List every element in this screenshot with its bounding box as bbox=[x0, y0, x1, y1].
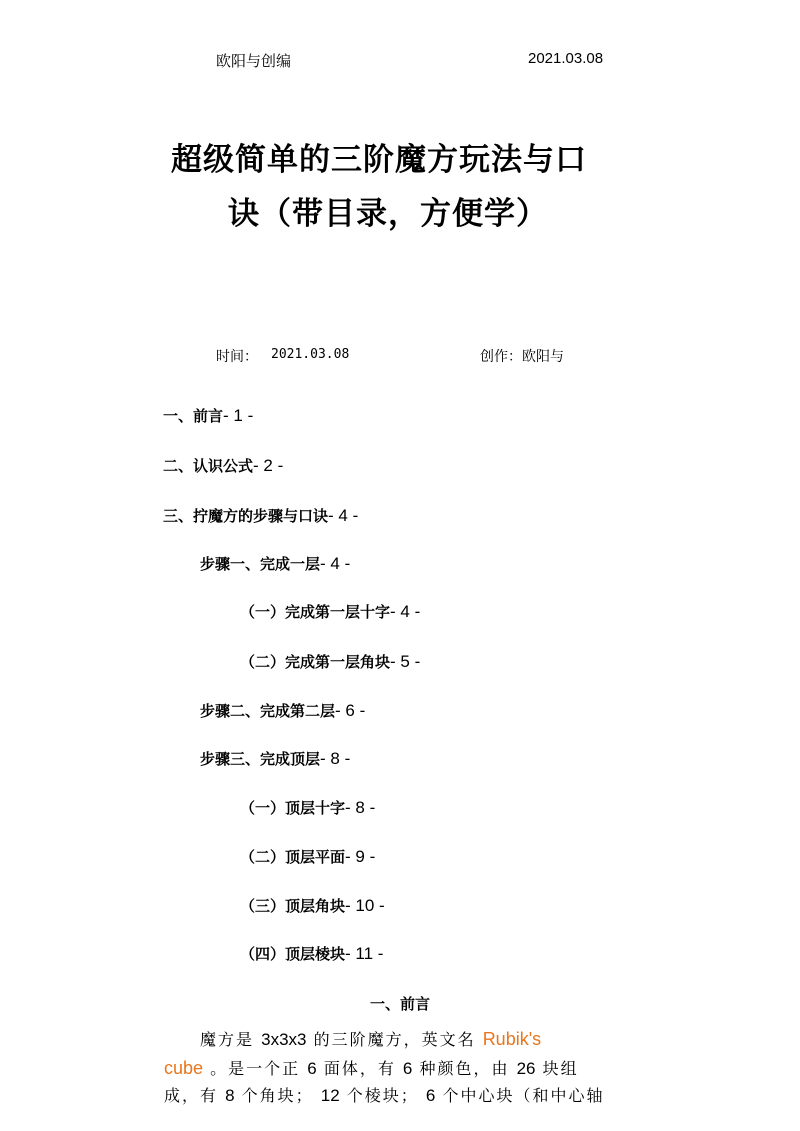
toc-page: - 4 - bbox=[390, 602, 421, 621]
toc-label: 步骤三、完成顶层 bbox=[200, 750, 321, 768]
toc-entry[interactable] bbox=[163, 505, 358, 526]
toc-label: 步骤一、完成一层 bbox=[200, 555, 321, 573]
toc-label: （二）顶层平面 bbox=[240, 848, 346, 866]
toc-label: 三、拧魔方的步骤与口诀 bbox=[163, 507, 329, 525]
toc-label: （四）顶层棱块 bbox=[240, 945, 346, 963]
toc-entry[interactable] bbox=[240, 846, 375, 867]
toc-entry[interactable] bbox=[240, 601, 420, 622]
text-run: 。是一个正 bbox=[210, 1059, 301, 1078]
toc-label: 二、认识公式 bbox=[163, 457, 254, 475]
toc-label: 步骤二、完成第二层 bbox=[200, 702, 336, 720]
author-line: 创作：欧阳与 bbox=[480, 349, 564, 365]
toc-entry[interactable] bbox=[163, 405, 253, 426]
toc-entry[interactable] bbox=[240, 895, 385, 916]
time-value: 2021.03.08 bbox=[271, 347, 350, 362]
text-run: 块组 bbox=[542, 1059, 579, 1078]
toc-page: - 8 - bbox=[320, 749, 351, 768]
toc-label: （二）完成第一层角块 bbox=[240, 653, 391, 671]
toc-page: - 6 - bbox=[335, 701, 366, 720]
text-run: 8 bbox=[225, 1086, 235, 1105]
toc-entry[interactable] bbox=[240, 797, 375, 818]
text-run: 个角块； bbox=[241, 1086, 314, 1105]
toc-page: - 11 - bbox=[345, 944, 384, 963]
toc-page: - 10 - bbox=[345, 896, 385, 915]
toc-page: - 9 - bbox=[345, 847, 376, 866]
title-line-1: 超级简单的三阶魔方玩法与口 bbox=[171, 142, 587, 178]
toc-page: - 2 - bbox=[253, 456, 284, 475]
toc-entry[interactable] bbox=[200, 700, 365, 721]
toc-page: - 8 - bbox=[345, 798, 376, 817]
time-label: 时间： bbox=[216, 349, 258, 365]
text-run: 12 bbox=[320, 1086, 340, 1105]
text-run: 6 bbox=[425, 1086, 436, 1105]
text-run: 成，有 bbox=[164, 1086, 219, 1105]
toc-entry[interactable] bbox=[163, 455, 283, 476]
toc-label: （一）顶层十字 bbox=[240, 799, 346, 817]
header-date: 2021.03.08 bbox=[528, 50, 604, 67]
paragraph-line-2 bbox=[164, 1056, 579, 1079]
cube-term: cube bbox=[164, 1058, 204, 1078]
text-run: 魔方是 bbox=[200, 1030, 255, 1049]
toc-page: - 4 - bbox=[320, 554, 351, 573]
toc-label: 一、前言 bbox=[163, 407, 224, 425]
title-line-2: 诀（带目录，方便学） bbox=[228, 196, 548, 232]
toc-label: （一）完成第一层十字 bbox=[240, 603, 391, 621]
toc-entry[interactable] bbox=[200, 748, 350, 769]
toc-label: （三）顶层角块 bbox=[240, 897, 346, 915]
toc-page: - 5 - bbox=[390, 652, 421, 671]
text-run: 种颜色，由 bbox=[419, 1059, 510, 1078]
header-author: 欧阳与创编 bbox=[216, 53, 292, 70]
toc-entry[interactable] bbox=[240, 943, 383, 964]
paragraph-line-3 bbox=[164, 1083, 604, 1106]
text-run: 个棱块； bbox=[346, 1086, 419, 1105]
paragraph-line-1 bbox=[200, 1027, 541, 1050]
text-run: 的三阶魔方，英文名 bbox=[313, 1030, 476, 1049]
toc-page: - 4 - bbox=[328, 506, 359, 525]
section-heading: 一、前言 bbox=[369, 995, 430, 1013]
text-run: 6 bbox=[402, 1059, 413, 1078]
toc-entry[interactable] bbox=[200, 553, 350, 574]
text-run: 个中心块（和中心轴 bbox=[442, 1086, 605, 1105]
text-run: 3x3x3 bbox=[261, 1030, 307, 1049]
text-run: 26 bbox=[516, 1059, 536, 1078]
toc-page: - 1 - bbox=[223, 406, 254, 425]
toc-entry[interactable] bbox=[240, 651, 420, 672]
rubiks-term: Rubik's bbox=[482, 1029, 542, 1049]
text-run: 6 bbox=[307, 1059, 317, 1078]
text-run: 面体，有 bbox=[323, 1059, 396, 1078]
